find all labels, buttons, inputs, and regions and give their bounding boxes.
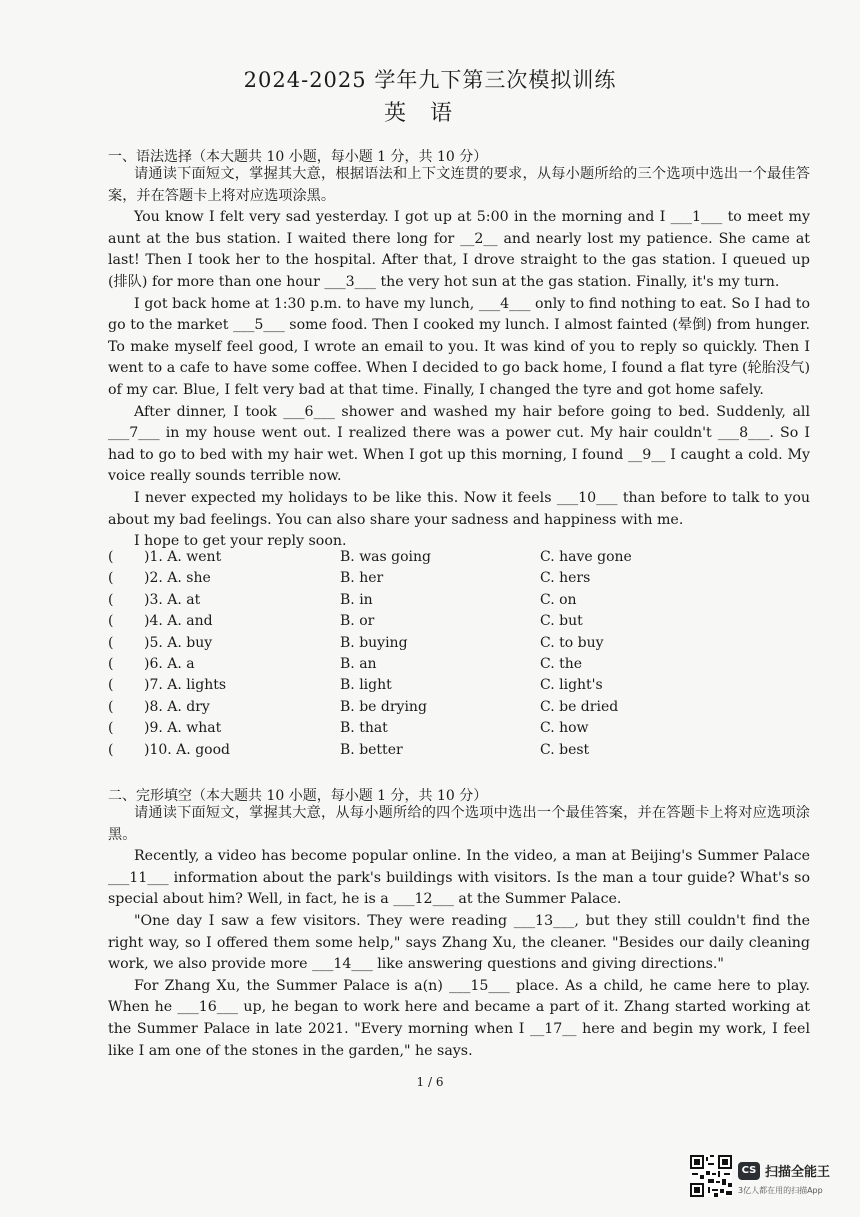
camscanner-name: 扫描全能王 [765,1165,831,1180]
option-row [108,677,810,698]
option-a: )6. A. a [144,655,195,672]
option-row [108,699,810,720]
passage-paragraph: Recently, a video has become popular online. In the video, a man at Beijing's Summer Palace ___11___ information about the park's buildings with visitors. Is the man a tour guide? What's so special about him? Well, in fact, he is a ___12___ at the Summer Palace. [108,848,810,908]
page-number: 1 / 6 [416,1075,444,1089]
answer-paren: ( [108,741,114,758]
answer-paren: ( [108,570,114,587]
answer-paren: ( [108,698,114,715]
option-c: C. hers [540,570,591,587]
option-c: C. how [540,720,589,737]
option-b: B. or [340,613,375,630]
passage-paragraph: I never expected my holidays to be like this. Now it feels ___10___ than before to talk to you about my bad feelings. You can also share your sadness and happiness with me. [108,489,810,528]
option-c: C. the [540,655,583,672]
answer-paren: ( [108,677,114,694]
section1-instruction: 请通读下面短文，掌握其大意，根据语法和上下文连贯的要求，从每小题所给的三个选项中选出一个最佳答案，并在答题卡上将对应选项涂黑。 [108,166,810,204]
section1-passage [108,164,810,553]
option-c: C. on [540,591,577,608]
option-c: C. best [540,741,590,758]
section1-options [108,549,810,763]
option-b: B. in [340,591,373,608]
exam-title: 2024-2025 学年九下第三次模拟训练 [243,68,617,92]
answer-paren: ( [108,634,114,651]
answer-paren: ( [108,720,114,737]
passage-paragraph: "One day I saw a few visitors. They were reading ___13___, but they still couldn't find the right way, so I offered them some help," says Zhang Xu, the cleaner. "Besides our daily cleaning work, we also provide more ___14___ like answering questions and giving directions." [108,912,810,973]
option-c: C. be dried [540,698,619,715]
option-row [108,720,810,741]
option-c: C. but [540,613,583,630]
section2-instruction: 请通读下面短文，掌握其大意，从每小题所给的四个选项中选出一个最佳答案，并在答题卡上将对应选项涂黑。 [108,805,810,843]
answer-paren: ( [108,613,114,630]
answer-paren: ( [108,655,114,672]
qr-code-icon [690,1155,732,1197]
option-row [108,570,810,591]
option-row [108,549,810,570]
option-row [108,613,810,634]
option-a: )7. A. lights [144,677,227,694]
passage-paragraph: You know I felt very sad yesterday. I got up at 5:00 in the morning and I ___1___ to meet my aunt at the bus station. I waited there long for __2__ and nearly lost my patience. She came at last! Then I took her to the hospital. After that, I drove straight to the gas station. I queued up (排队) for more than one hour ___3___ the very hot sun at the gas station. Finally, it's my turn. [108,209,810,290]
option-b: B. light [340,677,392,694]
option-a: )9. A. what [144,720,222,737]
option-b: B. be drying [340,698,427,715]
option-b: B. buying [340,634,408,651]
option-c: C. light's [540,677,603,694]
section2-passage [108,803,810,1062]
option-b: B. was going [340,549,431,565]
option-b: B. her [340,570,384,587]
option-c: C. to buy [540,634,604,651]
option-b: B. an [340,655,377,672]
answer-paren: ( [108,549,114,565]
option-a: )8. A. dry [144,698,210,715]
option-a: )2. A. she [144,570,211,587]
option-row [108,656,810,677]
option-row [108,635,810,656]
option-a: )1. A. went [144,549,222,565]
option-b: B. better [340,741,403,758]
option-row [108,592,810,613]
option-a: )3. A. at [144,591,201,608]
section2-heading: 二、完形填空（本大题共 10 小题，每小题 1 分，共 10 分） [108,788,488,804]
option-a: )4. A. and [144,613,213,630]
passage-paragraph: I hope to get your reply soon. [134,533,347,550]
option-b: B. that [340,720,388,737]
answer-paren: ( [108,591,114,608]
camscanner-logo: CS [738,1162,760,1180]
option-a: )5. A. buy [144,634,213,651]
passage-paragraph: For Zhang Xu, the Summer Palace is a(n) ___15___ place. As a child, he came here to play. When he ___16___ up, he began to work here and became a part of it. Zhang started working at the Summer Palace in late 2021. "Every morning when I __17__ here and begin my work, I feel like I am one of the stones in the garden," he says. [108,977,810,1059]
option-c: C. have gone [540,549,632,565]
exam-subject: 英语 [383,101,476,126]
camscanner-tagline: 3亿人都在用的扫描App [738,1186,823,1195]
passage-paragraph: I got back home at 1:30 p.m. to have my lunch, ___4___ only to find nothing to eat. So I had to go to the market ___5___ some food. Then I cooked my lunch. I almost fainted (晕倒) from hunger. To make myself feel good, I wrote an email to you. It was kind of you to reply so quickly. Then I went to a cafe to have some coffee. When I decided to go back home, I found a flat tyre (轮胎没气) of my car. Blue, I felt very bad at that time. Finally, I changed the tyre and got home safely. [108,295,810,398]
section1-heading: 一、语法选择（本大题共 10 小题，每小题 1 分，共 10 分） [108,149,488,165]
passage-paragraph: After dinner, I took ___6___ shower and washed my hair before going to bed. Suddenly, all ___7___ in my house went out. I realized there was a power cut. My hair couldn't ___8___. So I had to go to bed with my hair wet. When I got up this morning, I found __9__ I caught a cold. My voice really sounds terrible now. [108,403,810,485]
option-row [108,742,810,763]
option-a: )10. A. good [144,741,230,758]
